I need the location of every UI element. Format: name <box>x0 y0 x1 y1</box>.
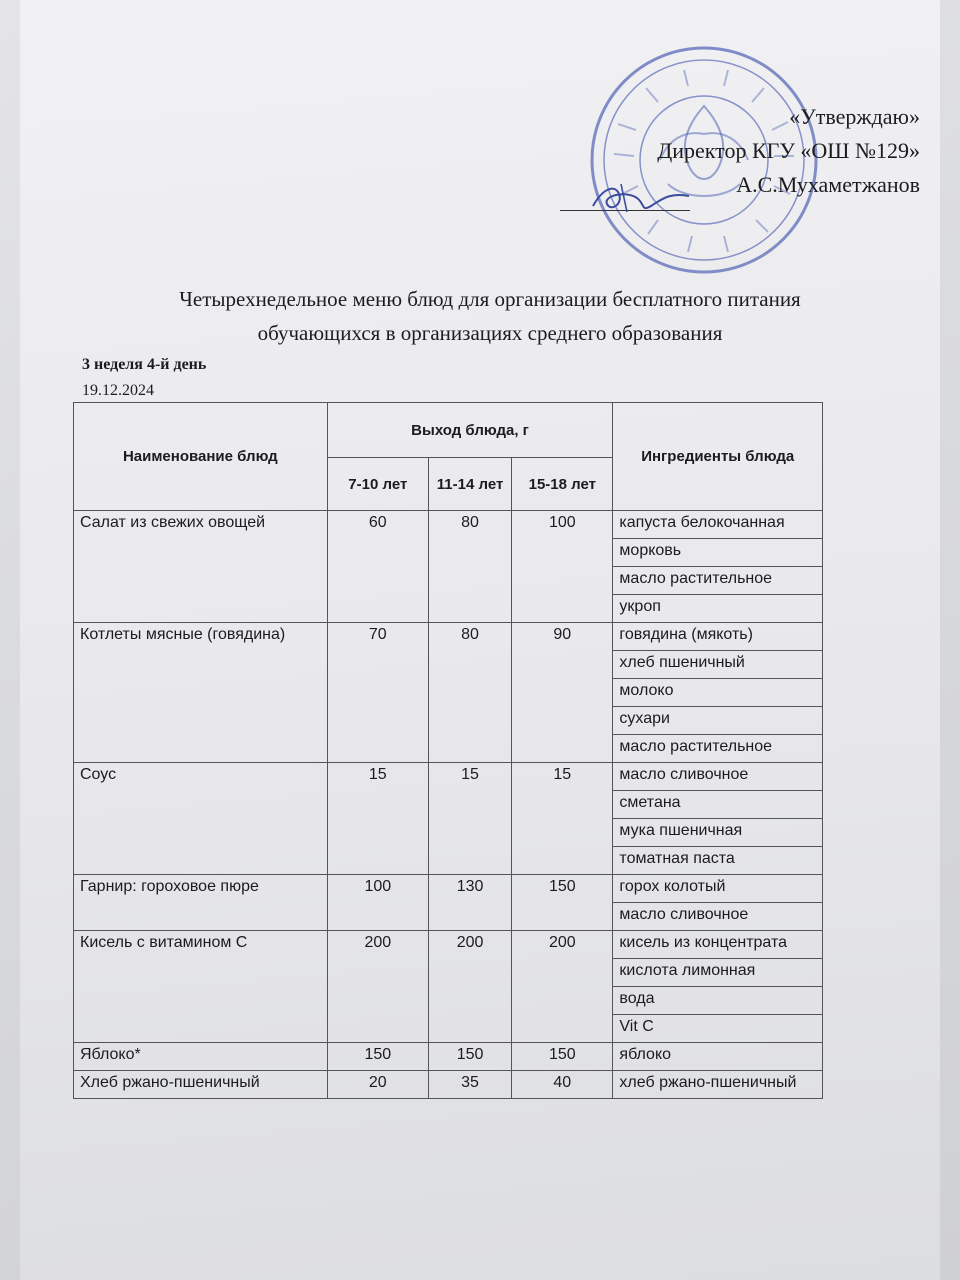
table-row <box>74 511 823 539</box>
output-15-18: 90 <box>512 623 613 763</box>
ingredient-cell: масло сливочное <box>613 763 823 791</box>
approval-heading: «Утверждаю» <box>789 104 920 129</box>
ingredient-cell: морковь <box>613 539 823 567</box>
menu-table <box>73 402 823 1099</box>
menu-date: 19.12.2024 <box>82 382 154 399</box>
output-7-10: 60 <box>327 511 428 623</box>
menu-table-body <box>74 511 823 1099</box>
ingredient-cell: капуста белокочанная <box>613 511 823 539</box>
output-15-18: 150 <box>512 875 613 931</box>
ingredient-cell: кислота лимонная <box>613 959 823 987</box>
ingredient-cell: масло растительное <box>613 735 823 763</box>
output-11-14: 80 <box>428 623 511 763</box>
dish-name: Котлеты мясные (говядина) <box>74 623 328 763</box>
dish-name: Хлеб ржано-пшеничный <box>74 1071 328 1099</box>
ingredient-cell: масло сливочное <box>613 903 823 931</box>
output-11-14: 35 <box>428 1071 511 1099</box>
output-15-18: 40 <box>512 1071 613 1099</box>
ingredient-cell: молоко <box>613 679 823 707</box>
header-dish-name: Наименование блюд <box>74 403 328 511</box>
output-11-14: 130 <box>428 875 511 931</box>
ingredient-cell: горох колотый <box>613 875 823 903</box>
ingredient-cell: масло растительное <box>613 567 823 595</box>
table-row <box>74 931 823 959</box>
output-7-10: 70 <box>327 623 428 763</box>
output-15-18: 200 <box>512 931 613 1043</box>
header-ingredients: Ингредиенты блюда <box>613 403 823 511</box>
dish-name: Яблоко* <box>74 1043 328 1071</box>
table-row <box>74 875 823 903</box>
ingredient-cell: Vit C <box>613 1015 823 1043</box>
title-line-2: обучающихся в организациях среднего образования <box>257 321 723 345</box>
header-age-11-14: 11-14 лет <box>428 458 511 511</box>
handwritten-signature <box>585 178 695 218</box>
header-age-7-10: 7-10 лет <box>327 458 428 511</box>
table-row <box>74 1071 823 1099</box>
dish-name: Соус <box>74 763 328 875</box>
ingredient-cell: мука пшеничная <box>613 819 823 847</box>
output-7-10: 100 <box>327 875 428 931</box>
approval-signatory: А.С.Мухаметжанов <box>736 172 920 197</box>
ingredient-cell: томатная паста <box>613 847 823 875</box>
ingredient-cell: укроп <box>613 595 823 623</box>
output-11-14: 80 <box>428 511 511 623</box>
output-7-10: 20 <box>327 1071 428 1099</box>
header-output: Выход блюда, г <box>327 403 613 458</box>
dish-name: Салат из свежих овощей <box>74 511 328 623</box>
output-7-10: 15 <box>327 763 428 875</box>
output-7-10: 150 <box>327 1043 428 1071</box>
output-15-18: 100 <box>512 511 613 623</box>
output-11-14: 15 <box>428 763 511 875</box>
dish-name: Гарнир: гороховое пюре <box>74 875 328 931</box>
table-row <box>74 623 823 651</box>
title-line-1: Четырехнедельное меню блюд для организации бесплатного питания <box>179 287 801 311</box>
header-age-15-18: 15-18 лет <box>512 458 613 511</box>
table-row <box>74 763 823 791</box>
document-title <box>80 282 900 350</box>
ingredient-cell: яблоко <box>613 1043 823 1071</box>
ingredient-cell: хлеб пшеничный <box>613 651 823 679</box>
ingredient-cell: сметана <box>613 791 823 819</box>
output-11-14: 150 <box>428 1043 511 1071</box>
ingredient-cell: вода <box>613 987 823 1015</box>
approval-position: Директор КГУ «ОШ №129» <box>657 138 920 163</box>
ingredient-cell: кисель из концентрата <box>613 931 823 959</box>
output-15-18: 15 <box>512 763 613 875</box>
ingredient-cell: говядина (мякоть) <box>613 623 823 651</box>
table-row <box>74 1043 823 1071</box>
output-15-18: 150 <box>512 1043 613 1071</box>
week-day-label: 3 неделя 4-й день <box>82 356 207 373</box>
output-7-10: 200 <box>327 931 428 1043</box>
ingredient-cell: сухари <box>613 707 823 735</box>
ingredient-cell: хлеб ржано-пшеничный <box>613 1071 823 1099</box>
output-11-14: 200 <box>428 931 511 1043</box>
dish-name: Кисель с витамином С <box>74 931 328 1043</box>
